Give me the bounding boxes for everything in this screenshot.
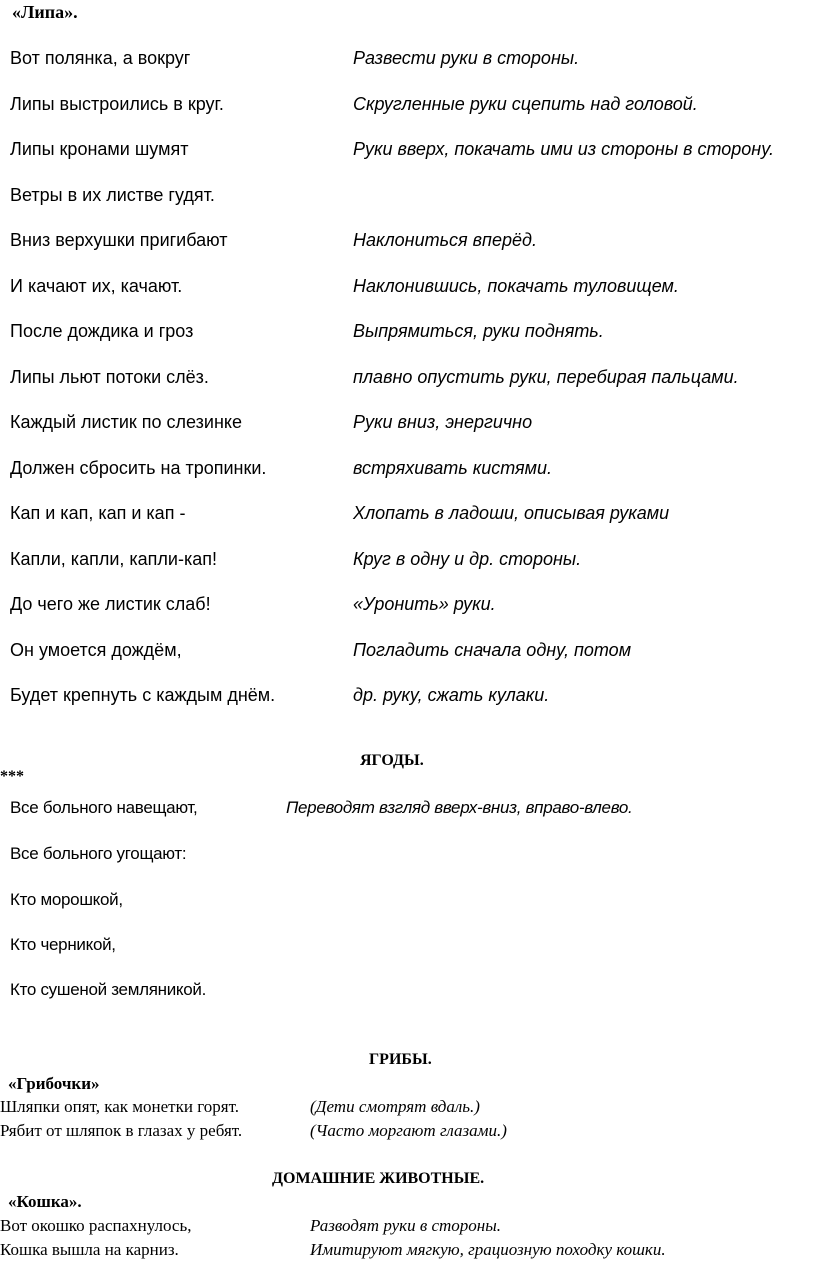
verse-line: Кто морошкой,: [10, 890, 123, 909]
verse-line: Капли, капли, капли-кап!: [10, 548, 217, 569]
verse-line: Кто сушеной земляникой.: [10, 980, 206, 999]
verse-line: До чего же листик слаб!: [10, 594, 211, 614]
lipa-row: [0, 685, 816, 715]
berries-row: [0, 935, 816, 963]
lipa-title: «Липа».: [12, 2, 78, 22]
verse-line: Вот полянка, а вокруг: [10, 48, 191, 68]
action-line: Руки вниз, энергично: [353, 412, 533, 432]
verse-line: Шляпки опят, как монетки горят.: [0, 1097, 239, 1116]
action-line: Скругленные руки сцепить над головой.: [353, 93, 698, 114]
lipa-row: [0, 412, 816, 442]
lipa-row: [0, 321, 816, 351]
berries-row: [0, 980, 816, 1008]
verse-line: После дождика и гроз: [10, 321, 194, 341]
action-line: «Уронить» руки.: [353, 594, 496, 614]
verse-line: Кто черникой,: [10, 935, 116, 954]
lipa-row: [0, 276, 816, 306]
action-line: (Дети смотрят вдаль.): [310, 1097, 480, 1116]
mushrooms-heading: ГРИБЫ.: [369, 1051, 432, 1068]
lipa-row: [0, 139, 816, 169]
verse-line: Кап и кап, кап и кап -: [10, 503, 186, 523]
lipa-row: [0, 48, 816, 78]
action-line: Имитируют мягкую, грациозную походку кошки.: [310, 1240, 666, 1259]
action-line: Развести руки в стороны.: [353, 48, 580, 68]
action-line: Выпрямиться, руки поднять.: [353, 321, 604, 341]
verse-line: Кошка вышла на карниз.: [0, 1240, 179, 1259]
lipa-row: [0, 367, 816, 397]
berries-row: [0, 798, 816, 826]
action-line: Переводят взгляд вверх-вниз, вправо-влево.: [286, 798, 633, 817]
verse-line: Будет крепнуть с каждым днём.: [10, 685, 276, 705]
verse-line: Должен сбросить на тропинки.: [10, 457, 267, 478]
action-line: (Часто моргают глазами.): [310, 1121, 507, 1140]
action-line: встряхивать кистями.: [353, 457, 552, 478]
verse-line: Он умоется дождём,: [10, 639, 182, 660]
lipa-row: [0, 503, 816, 533]
verse-line: Каждый листик по слезинке: [10, 412, 242, 432]
action-line: др. руку, сжать кулаки.: [353, 685, 550, 705]
action-line: Разводят руки в стороны.: [310, 1216, 502, 1235]
verse-line: Ветры в их листве гудят.: [10, 184, 215, 205]
verse-line: Вот окошко распахнулось,: [0, 1216, 192, 1235]
lipa-row: [0, 94, 816, 124]
action-line: Хлопать в ладоши, описывая руками: [353, 503, 670, 523]
action-line: Погладить сначала одну, потом: [353, 639, 632, 660]
berries-row: [0, 844, 816, 872]
lipa-row: [0, 230, 816, 260]
lipa-row: [0, 640, 816, 670]
mushrooms-title: «Грибочки»: [8, 1074, 100, 1093]
lipa-row: [0, 185, 816, 215]
verse-line: Все больного навещают,: [10, 798, 198, 817]
action-line: Круг в одну и др. стороны.: [353, 548, 582, 569]
lipa-row: [0, 549, 816, 579]
verse-line: Липы выстроились в круг.: [10, 93, 224, 114]
verse-line: Вниз верхушки пригибают: [10, 230, 228, 250]
lipa-row: [0, 458, 816, 488]
action-line: Руки вверх, покачать ими из стороны в сторону.: [353, 139, 774, 159]
verse-line: И качают их, качают.: [10, 275, 183, 296]
action-line: Наклониться вперёд.: [353, 230, 537, 250]
verse-line: Рябит от шляпок в глазах у ребят.: [0, 1121, 243, 1140]
berries-row: [0, 890, 816, 918]
verse-line: Липы кронами шумят: [10, 139, 189, 159]
action-line: плавно опустить руки, перебирая пальцами.: [353, 366, 739, 387]
pets-title: «Кошка».: [8, 1192, 82, 1211]
action-line: Наклонившись, покачать туловищем.: [353, 275, 679, 296]
berries-heading: ЯГОДЫ.: [360, 752, 424, 769]
lipa-row: [0, 594, 816, 624]
pets-heading: ДОМАШНИЕ ЖИВОТНЫЕ.: [272, 1170, 485, 1187]
verse-line: Все больного угощают:: [10, 844, 187, 863]
verse-line: Липы льют потоки слёз.: [10, 366, 209, 387]
section-divider-stars: ***: [0, 768, 24, 785]
